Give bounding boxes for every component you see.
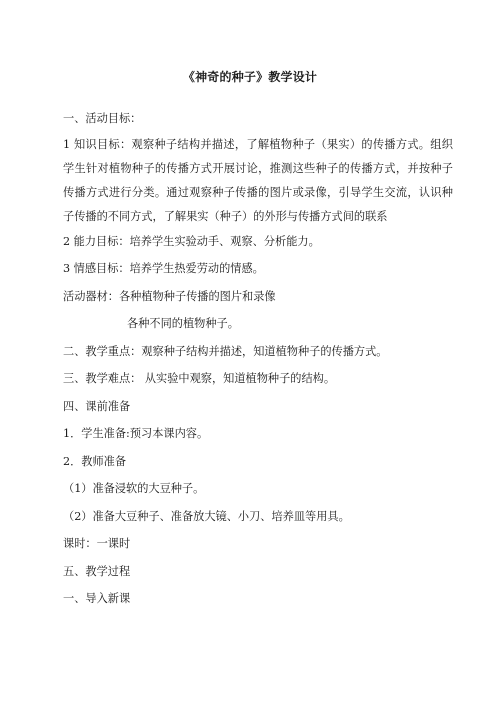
- key-points-line: 二、教学重点：观察种子结构并描述，知道植物种子的传播方式。: [63, 344, 388, 358]
- document-title: 《神奇的种子》教学设计: [182, 70, 318, 84]
- materials-line: 活动器材：各种植物种子传播的图片和录像: [63, 289, 276, 303]
- ability-goal-line: 2 能力目标：培养学生实验动手、观察、分析能力。: [63, 234, 320, 248]
- prep-heading: 四、课前准备: [63, 399, 131, 413]
- process-heading: 五、教学过程: [63, 564, 131, 578]
- teacher-prep-item-1: （1）准备浸软的大豆种子。: [63, 482, 205, 495]
- student-prep-line: 1．学生准备:预习本课内容。: [63, 427, 209, 440]
- materials-line-continued: 各种不同的植物种子。: [127, 317, 239, 330]
- knowledge-goal-paragraph: 1 知识目标：观察种子结构并描述，了解植物种子（果实）的传播方式。组织学生针对植物种子的传播方式开展讨论，推测这些种子的传播方式，并按种子传播方式进行分类。通过观察种子传播的图片或录像，引导学生交流，认识种子传播的不同方式，了解果实（种子）的外形与传播方式间的联系: [63, 137, 453, 223]
- difficult-points-line: 三、教学难点： 从实验中观察，知道植物种子的结构。: [63, 372, 336, 385]
- intro-heading: 一、导入新课: [63, 592, 131, 605]
- activity-goals-heading: 一、活动目标：: [63, 112, 142, 125]
- teacher-prep-item-2: （2）准备大豆种子、准备放大镜、小刀、培养皿等用具。: [63, 509, 350, 523]
- document-body: [63, 108, 453, 611]
- class-hours-line: 课时：一课时: [63, 537, 131, 550]
- teacher-prep-line: 2．教师准备: [63, 454, 127, 468]
- emotion-goal-line: 3 情感目标：培养学生热爱劳动的情感。: [63, 262, 264, 275]
